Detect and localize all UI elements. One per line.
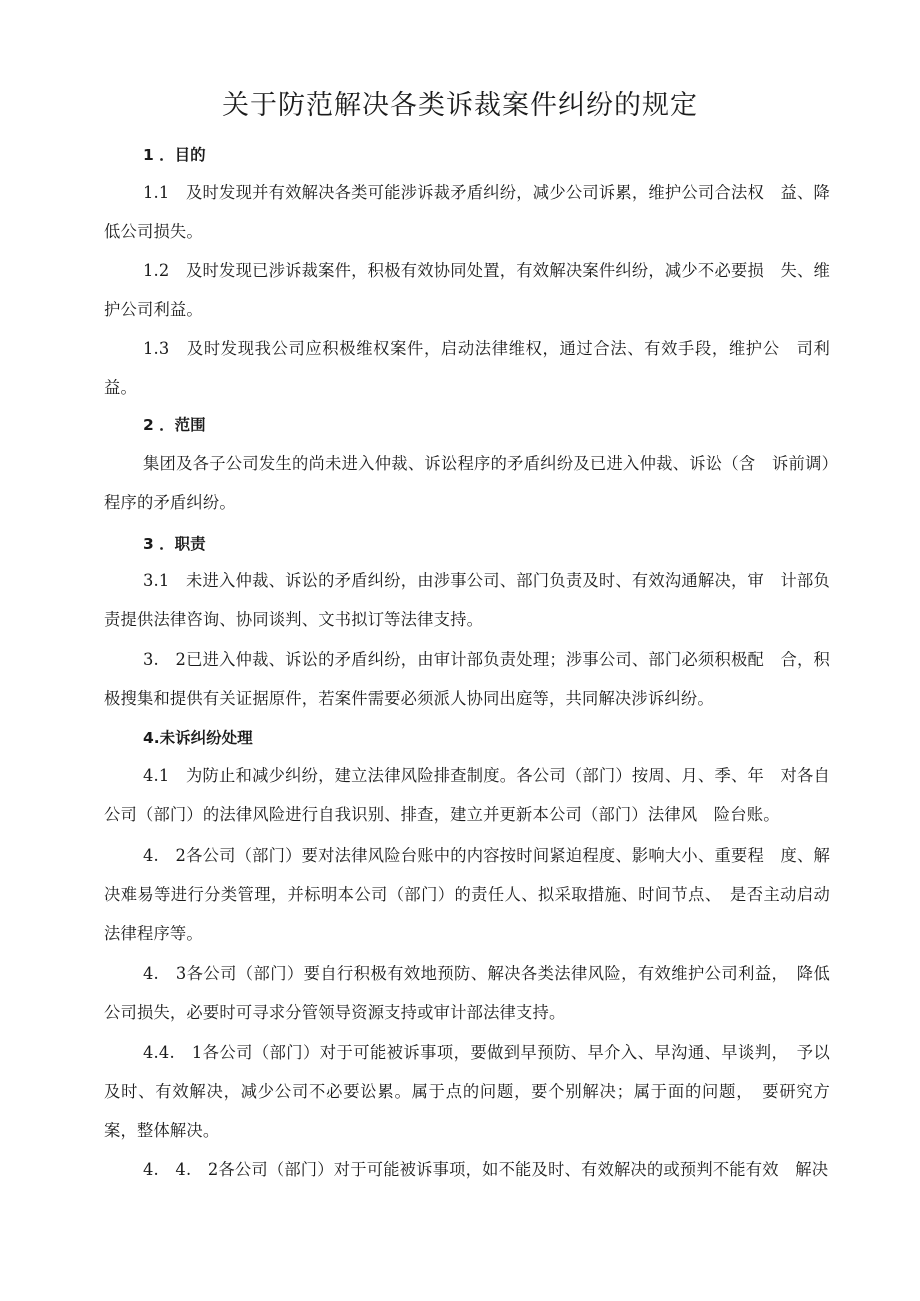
section-heading-purpose: 1 ．目的 [143,146,206,164]
page-title: 关于防范解决各类诉裁案件纠纷的规定 [222,90,698,121]
section-heading-responsibilities: 3 ．职责 [143,535,206,553]
paragraph-3-2: 3. 2已进入仲裁、诉讼的矛盾纠纷，由审计部负责处理；涉事公司、部门必须积极配 合，积极搜集和提供有关证据原件，若案件需要必须派人协同出庭等，共同解决涉诉纠纷。 [104,650,830,708]
paragraph-4-4-2: 4. 4. 2各公司（部门）对于可能被诉事项，如不能及时、有效解决的或预判不能有效 解决 [143,1160,829,1179]
paragraph-2: 集团及各子公司发生的尚未进入仲裁、诉讼程序的矛盾纠纷及已进入仲裁、诉讼（含 诉前调）程序的矛盾纠纷。 [104,454,830,512]
paragraph-4-1: 4.1 为防止和减少纠纷，建立法律风险排查制度。各公司（部门）按周、月、季、年 对各自公司（部门）的法律风险进行自我识别、排查，建立并更新本公司（部门）法律风 险台账。 [104,766,830,824]
paragraph-1-3: 1.3 及时发现我公司应积极维权案件，启动法律维权，通过合法、有效手段，维护公 司利益。 [104,339,830,397]
section-heading-dispute-handling: 4.未诉纠纷处理 [143,729,253,747]
paragraph-1-1: 1.1 及时发现并有效解决各类可能涉诉裁矛盾纠纷，减少公司诉累，维护公司合法权 益、降低公司损失。 [104,183,830,241]
paragraph-4-2: 4. 2各公司（部门）要对法律风险台账中的内容按时间紧迫程度、影响大小、重要程 度、解决难易等进行分类管理，并标明本公司（部门）的责任人、拟采取措施、时间节点、 是否主动启动法律程序等。 [104,846,830,943]
paragraph-4-3: 4. 3各公司（部门）要自行积极有效地预防、解决各类法律风险，有效维护公司利益， 降低公司损失，必要时可寻求分管领导资源支持或审计部法律支持。 [104,964,830,1022]
paragraph-4-4-1: 4.4. 1各公司（部门）对于可能被诉事项，要做到早预防、早介入、早沟通、早谈判， 予以及时、有效解决，减少公司不必要讼累。属于点的问题，要个别解决；属于面的问题， 要研究方案，整体解决。 [104,1043,830,1140]
section-heading-scope: 2 ．范围 [143,416,206,434]
paragraph-1-2: 1.2 及时发现已涉诉裁案件，积极有效协同处置，有效解决案件纠纷，减少不必要损 失、维护公司利益。 [104,261,830,319]
paragraph-3-1: 3.1 未进入仲裁、诉讼的矛盾纠纷，由涉事公司、部门负责及时、有效沟通解决，审 计部负责提供法律咨询、协同谈判、文书拟订等法律支持。 [104,571,830,629]
